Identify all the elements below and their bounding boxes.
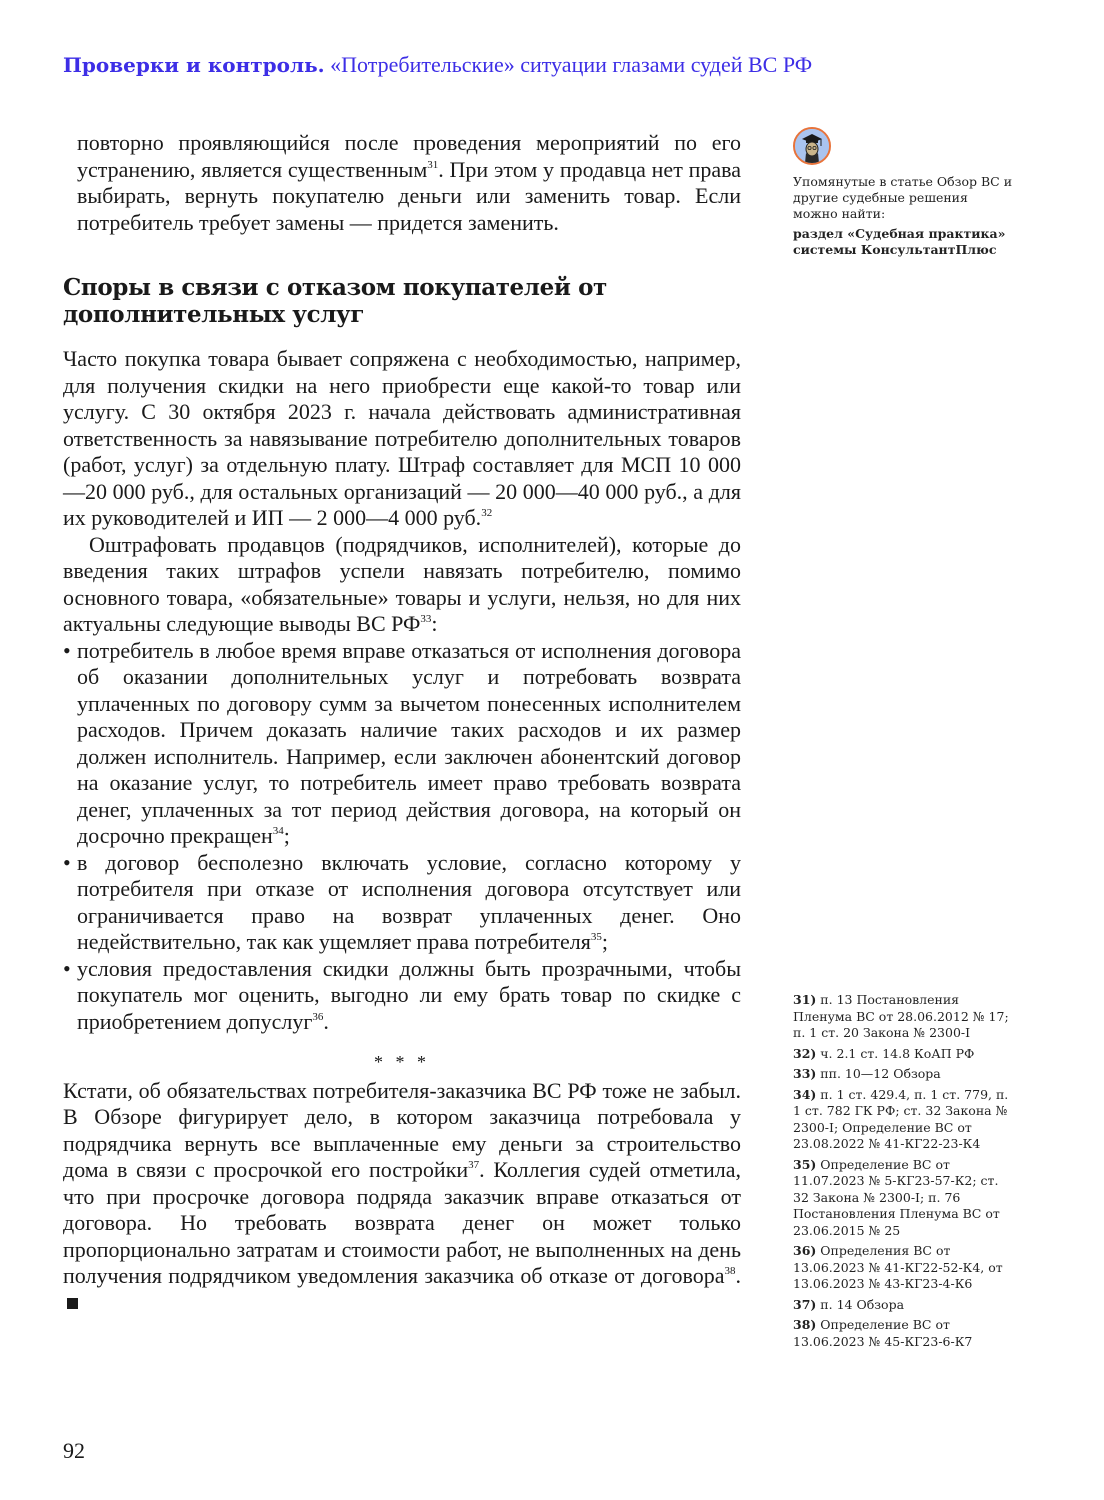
footnote-33: 33) пп. 10—12 Обзора	[793, 1066, 941, 1081]
conclusions-list	[63, 638, 741, 1036]
footnote-36: 36) Определения ВС от 13.06.2023 № 41-КГ22-52-К4, от 13.06.2023 № 43-КГ23-4-К6	[793, 1243, 1003, 1291]
footnote-ref: 31	[427, 158, 439, 171]
footnote-35: 35) Определение ВС от 11.07.2023 № 5-КГ23-57-К2; ст. 32 Закона № 2300-I; п. 76 Постановления Пленума ВС от 23.06.2015 № 25	[793, 1156, 1000, 1238]
footnote-ref: 36	[312, 1010, 324, 1023]
end-of-article-icon	[67, 1298, 78, 1309]
footnote-ref: 38	[724, 1265, 736, 1277]
footnote-ref: 33	[420, 613, 432, 625]
list-item: • условия предоставления скидки должны быть прозрачными, чтобы покупатель мог оценить, выгодно ли ему брать товар по скидке с приобретением допуслуг$^{36}$.	[63, 955, 741, 1034]
footnote-ref: 32	[481, 507, 493, 519]
bullet-icon: •	[63, 955, 71, 981]
professor-avatar-icon	[793, 127, 831, 165]
footnote-ref: 35	[590, 931, 602, 943]
main-column	[63, 130, 741, 1316]
bullet-icon: •	[63, 637, 71, 663]
sidebar-note-text: Упомянутые в статье Обзор ВС и другие судебные решения можно найти:	[793, 174, 1013, 221]
page-number: 92	[63, 1438, 85, 1463]
sidebar-note	[793, 174, 1013, 258]
bullet-icon: •	[63, 849, 71, 875]
footnote-31: 31) п. 13 Постановления Пленума ВС от 28.06.2012 № 17; п. 1 ст. 20 Закона № 2300-I	[793, 992, 1009, 1040]
footnote-32: 32) ч. 2.1 ст. 14.8 КоАП РФ	[793, 1045, 975, 1061]
section-heading: Споры в связи с отказом покупателей от дополнительных услуг	[63, 274, 607, 328]
article-title: «Потребительские» ситуации глазами судей ВС РФ	[330, 52, 813, 77]
footnotes	[793, 992, 1013, 1354]
list-item: • в договор бесполезно включать условие, согласно которому у потребителя при отказе от исполнения договора отсутствует или ограничивается право на возврат уплаченных денег. Оно недействительно, так как ущемляет права потребителя$^{35}$;	[63, 849, 741, 954]
section-separator: * * *	[374, 1052, 430, 1072]
sidebar-note-reference: раздел «Судебная практика» системы КонсультантПлюс	[793, 226, 1006, 257]
footnote-ref: 34	[272, 825, 284, 837]
list-item: • потребитель в любое время вправе отказаться от исполнения договора об оказании дополнительных услуг и потребовать возврата уплаченных по договору сумм за вычетом понесенных исполнителем расходов. Причем доказать наличие таких расходов и их размер должен исполнитель. Например, если заключен абонентский договор на оказание услуг, то потребитель имеет право требовать возврата денег, уплаченных за тот период действия договора, на который он досрочно прекращен$^{34}$;	[63, 637, 741, 848]
footnote-38: 38) Определение ВС от 13.06.2023 № 45-КГ23-6-К7	[793, 1317, 973, 1349]
running-header	[63, 52, 812, 78]
footnote-34: 34) п. 1 ст. 429.4, п. 1 ст. 779, п. 1 ст. 782 ГК РФ; ст. 32 Закона № 2300-I; Определение ВС от 23.08.2022 № 41-КГ22-23-К4	[793, 1086, 1009, 1151]
footnote-ref: 37	[468, 1159, 480, 1171]
paragraph-customer-obligations: Кстати, об обязательствах потребителя-заказчика ВС РФ тоже не забыл. В Обзоре фигурирует дело, в котором заказчица потребовала у подрядчика вернуть все выплаченные ему деньги за строительство дома в связи с просрочкой его постройки$^{37}$. Коллегия судей отметила, что при просрочке договора подряда заказчик вправе отказаться от договора. Но требовать возврата денег он может только пропорционально затратам и стоимости работ, не выполненных на день получения подрядчиком уведомления заказчика об отказе от договора$^{38}$.	[63, 1078, 741, 1317]
intro-paragraph: повторно проявляющийся после проведения мероприятий по его устранению, является существенным$^{31}$. При этом у продавца нет права выбирать, вернуть покупателю деньги или заменить товар. Если потребитель требует замены — придется заменить.	[77, 130, 741, 235]
paragraph-conclusions: Оштрафовать продавцов (подрядчиков, исполнителей), которые до введения таких штрафов успели навязать потребителю, помимо основного товара, «обязательные» товары и услуги, нельзя, но для них актуальны следующие выводы ВС РФ$^{33}$:	[63, 531, 741, 636]
paragraph-fines: Часто покупка товара бывает сопряжена с необходимостью, например, для получения скидки на него приобрести еще какой-то товар или услугу. С 30 октября 2023 г. начала действовать административная ответственность за навязывание потребителю дополнительных товаров (работ, услуг) за отдельную плату. Штраф составляет для МСП 10 000—20 000 руб., для остальных организаций — 20 000—40 000 руб., а для их руководителей и ИП — 2 000—4 000 руб.$^{32}$	[63, 346, 741, 530]
footnote-37: 37) п. 14 Обзора	[793, 1296, 905, 1312]
section-title: Проверки и контроль.	[63, 53, 325, 77]
